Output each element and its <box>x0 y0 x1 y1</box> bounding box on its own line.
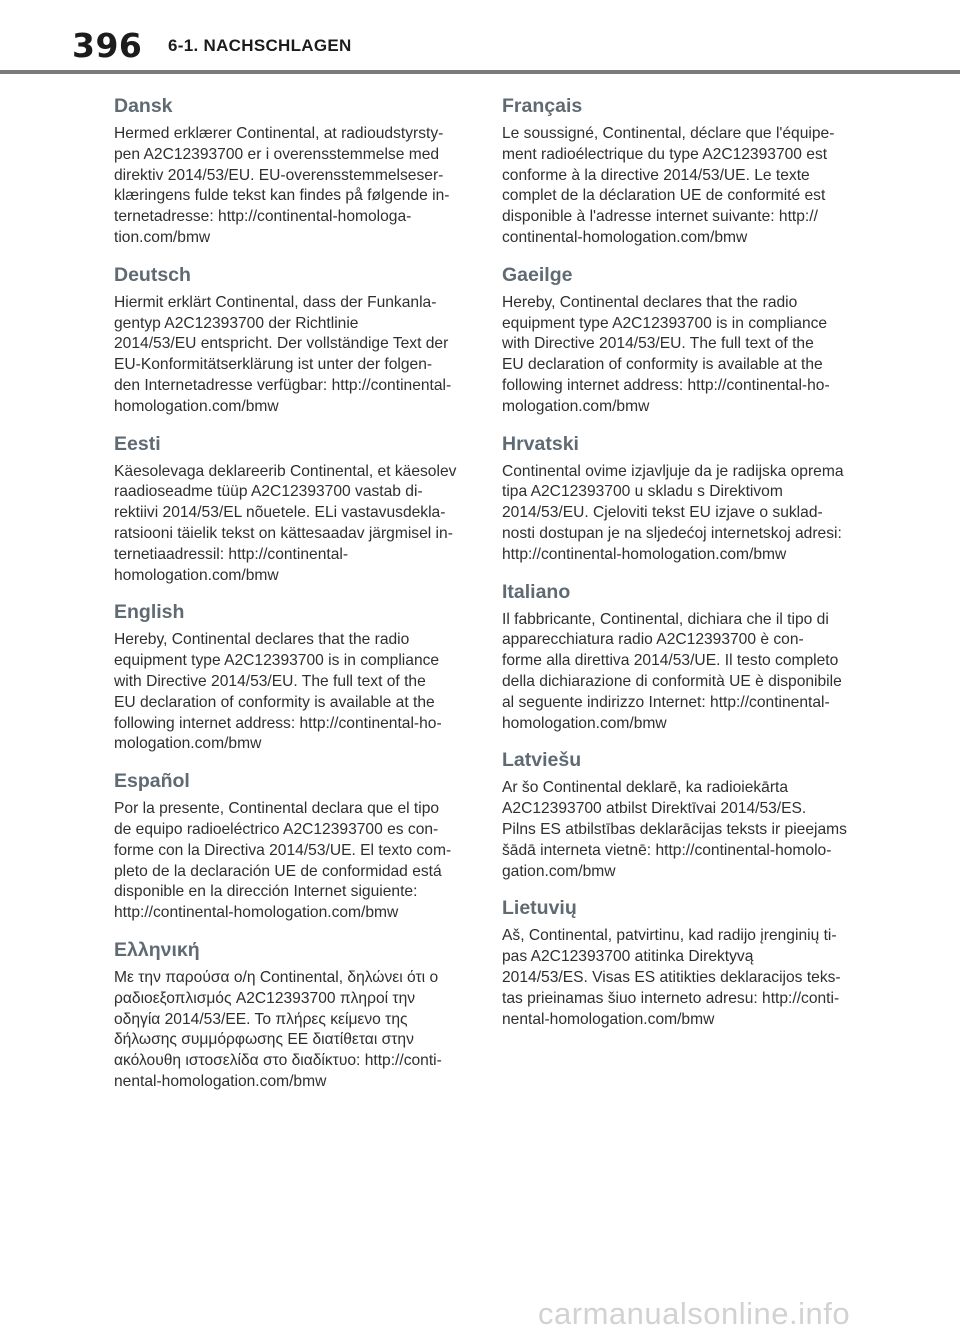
lang-title: Ελληνική <box>114 938 200 961</box>
lang-block-eesti <box>114 431 466 587</box>
lang-title: Français <box>502 95 583 117</box>
section-title: 6-1. NACHSCHLAGEN <box>168 36 352 55</box>
lang-title: Hrvatski <box>502 432 579 455</box>
lang-title: Lietuvių <box>502 897 577 920</box>
lang-block-dansk <box>114 93 466 249</box>
lang-text: Por la presente, Continental declara que el tipo de equipo radioeléctrico A2C12393700 es con- forme con la Directiva 2014/53/UE. El texto com- pleto de la declaración UE de conformidad está disponible en la dirección Internet siguiente: http://continental-homologation.com/bmw <box>114 800 452 922</box>
lang-title: English <box>114 601 185 624</box>
lang-text: Hereby, Continental declares that the radio equipment type A2C12393700 is in compliance with Directive 2014/53/EU. The full text of the EU declaration of conformity is available at the following internet address: http://continental-ho- mologation.com/bmw <box>114 631 442 753</box>
left-column <box>114 93 466 1106</box>
lang-text: Με την παρούσα ο/η Continental, δηλώνει ότι ο ραδιοεξοπλισμός A2C12393700 πληροί την οδηγία 2014/53/ΕΕ. Το πλήρες κείμενο της δήλωσης συμμόρφωσης ΕΕ διατίθεται στην ακόλουθη ιστοσελίδα στο διαδίκτυο: http://conti- nental-homologation.com/bmw <box>114 968 442 1090</box>
lang-text: Ar šo Continental deklarē, ka radioiekārta A2C12393700 atbilst Direktīvai 2014/53/ES. Pilns ES atbilstības deklarācijas teksts ir pieejams šādā interneta vietnē: http://continental-homolo- gation.com/bmw <box>502 779 847 880</box>
lang-title: Eesti <box>114 432 161 455</box>
lang-title: Italiano <box>502 580 571 603</box>
lang-text: Continental ovime izjavljuje da je radijska oprema tipa A2C12393700 u skladu s Direktivom 2014/53/EU. Cjeloviti tekst EU izjave o suklad- nosti dostupan je na sljedećoj internetskoj adresi: http://continental-homologation.com/bmw <box>502 462 844 563</box>
lang-text: Hiermit erklärt Continental, dass der Funkanla- gentyp A2C12393700 der Richtlinie 2014/53/EU entspricht. Der vollständige Text der EU-Konformitätserklärung ist unter der folgen- den Internetadresse verfügbar: http://continental- homologation.com/bmw <box>114 293 452 415</box>
lang-text: Hermed erklærer Continental, at radioudstyrsty- pen A2C12393700 er i overensstemmelse med direktiv 2014/53/EU. EU-overensstemmelseser- klæringens fulde tekst kan findes på følgende in- ternetadresse: http://continental-homologa- tion.com/bmw <box>114 125 450 246</box>
lang-text: Hereby, Continental declares that the radio equipment type A2C12393700 is in compliance with Directive 2014/53/EU. The full text of the EU declaration of conformity is available at the following internet address: http://continental-ho- mologation.com/bmw <box>502 293 830 415</box>
header-rule <box>0 70 960 74</box>
lang-block-deutsch <box>114 262 466 418</box>
lang-text: Il fabbricante, Continental, dichiara che il tipo di apparecchiatura radio A2C12393700 è con- forme alla direttiva 2014/53/UE. Il testo completo della dichiarazione di conformità UE è disponibile al seguente indirizzo Internet: http://continental- homologation.com/bmw <box>502 610 842 732</box>
lang-block-italiano <box>502 579 854 735</box>
lang-title: Deutsch <box>114 263 191 286</box>
lang-title: Dansk <box>114 95 173 117</box>
lang-block-greek <box>114 937 466 1093</box>
right-column <box>502 93 854 1043</box>
lang-block-english <box>114 599 466 755</box>
page-number: 396 <box>72 26 143 65</box>
lang-text: Käesolevaga deklareerib Continental, et käesolev raadioseadme tüüp A2C12393700 vastab di- rektiivi 2014/53/EL nõuetele. ELi vastavusdekla- ratsiooni täielik tekst on kättesaadav järgmisel in- ternetiaadressil: http://continental- homologation.com/bmw <box>114 462 457 584</box>
lang-block-espanol <box>114 768 466 924</box>
lang-block-gaeilge <box>502 262 854 418</box>
lang-block-lietuviu <box>502 895 854 1030</box>
lang-block-hrvatski <box>502 431 854 566</box>
lang-title: Gaeilge <box>502 263 573 286</box>
page-header <box>0 0 960 76</box>
watermark: carmanualsonline.info <box>538 1296 851 1331</box>
lang-text: Le soussigné, Continental, déclare que l'équipe- ment radioélectrique du type A2C12393700 est conforme à la directive 2014/53/UE. Le texte complet de la déclaration UE de conformité est disponible à l'adresse internet suivante: http:// continental-homologation.com/bmw <box>502 125 835 246</box>
lang-title: Latviešu <box>502 749 582 772</box>
lang-block-latviesu <box>502 747 854 882</box>
lang-text: Aš, Continental, patvirtinu, kad radijo įrenginių ti- pas A2C12393700 atitinka Direktyvą 2014/53/ES. Visas ES atitikties deklaracijos teks- tas prieinamas šiuo interneto adresu: http://conti- nental-homologation.com/bmw <box>502 927 841 1028</box>
lang-block-francais <box>502 93 854 249</box>
lang-title: Español <box>114 770 190 793</box>
